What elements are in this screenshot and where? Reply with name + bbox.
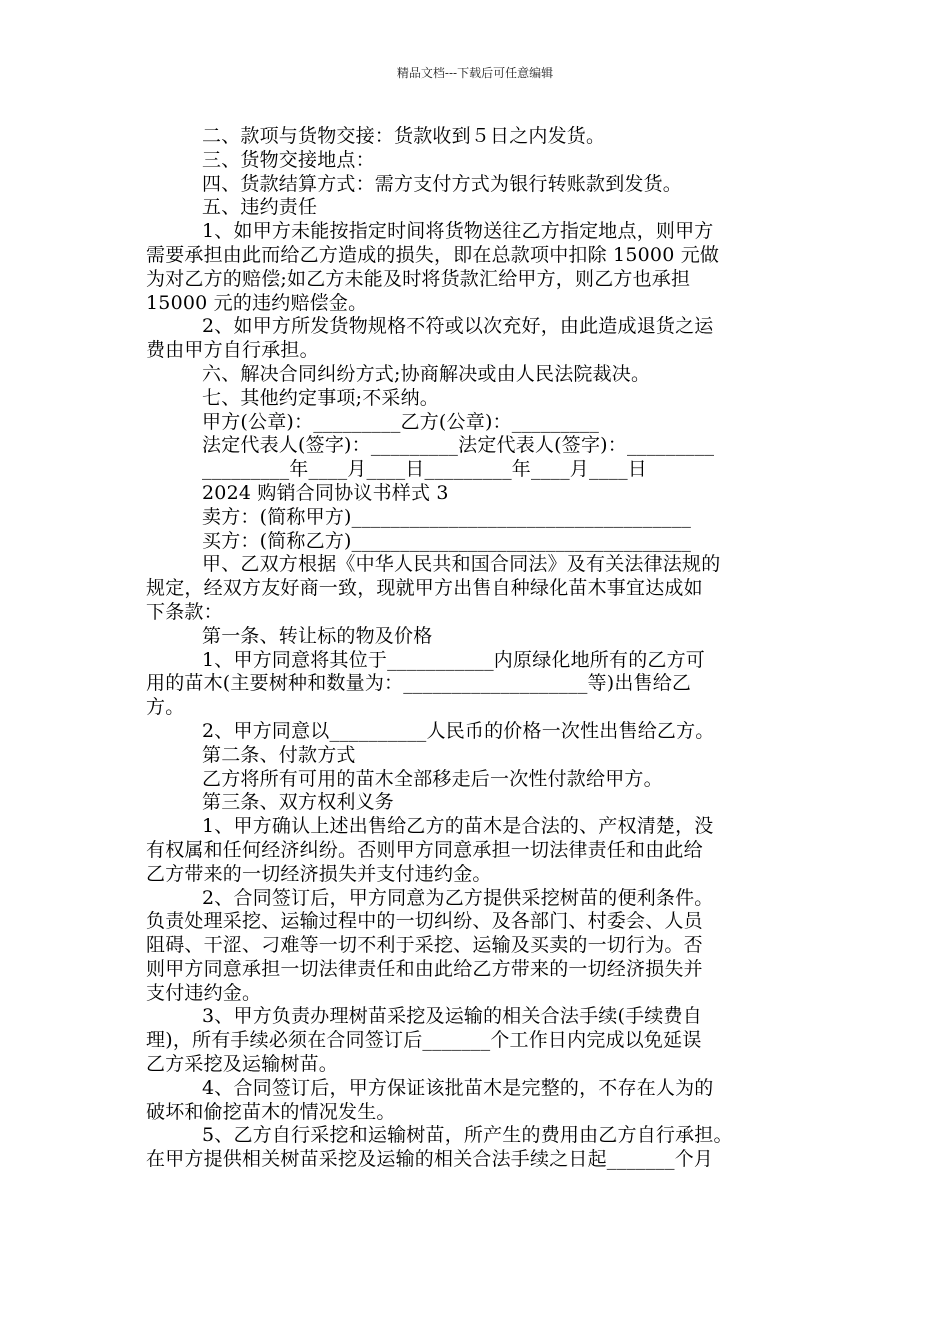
document-line: 1、如甲方未能按指定时间将货物送往乙方指定地点，则甲方 [202,220,714,243]
document-line: 第一条、转让标的物及价格 [202,624,433,647]
document-line: 乙方带来的一切经济损失并支付违约金。 [146,862,492,885]
document-line: 理)，所有手续必须在合同签订后_______个工作日内完成以免延误 [146,1029,702,1052]
document-line: 支付违约金。 [146,981,262,1004]
document-line: 有权属和任何经济纠纷。否则甲方同意承担一切法律责任和由此给 [146,838,703,861]
document-line: _________年____月____日_________年____月____日 [202,458,648,481]
document-line: 六、解决合同纠纷方式;协商解决或由人民法院裁决。 [202,362,651,385]
document-line: 四、货款结算方式：需方支付方式为银行转账款到发货。 [202,172,683,195]
document-line: 破坏和偷挖苗木的情况发生。 [146,1100,396,1123]
document-line: 需要承担由此而给乙方造成的损失，即在总款项中扣除 15000 元做 [146,243,720,266]
document-line: 2、甲方同意以__________人民币的价格一次性出售给乙方。 [202,719,715,742]
document-line: 3、甲方负责办理树苗采挖及运输的相关合法手续(手续费自 [202,1005,702,1028]
document-line: 甲、乙双方根据《中华人民共和国合同法》及有关法律法规的 [202,553,721,576]
document-line: 1、甲方确认上述出售给乙方的苗木是合法的、产权清楚，没 [202,815,714,838]
document-line: 则甲方同意承担一切法律责任和由此给乙方带来的一切经济损失并 [146,957,703,980]
document-line: 买方：(简称乙方)___________________________________ [202,529,692,552]
document-line: 五、违约责任 [202,196,318,219]
document-line: 乙方将所有可用的苗木全部移走后一次性付款给甲方。 [202,767,663,790]
document-line: 二、款项与货物交接：货款收到５日之内发货。 [202,125,606,147]
document-line: 规定，经双方友好商一致，现就甲方出售自种绿化苗木事宜达成如 [146,577,703,600]
document-line: 5、乙方自行采挖和运输树苗，所产生的费用由乙方自行承担。 [202,1124,733,1147]
document-line: 1、甲方同意将其位于___________内原绿化地所有的乙方可 [202,648,705,671]
document-line: 三、货物交接地点： [202,148,375,171]
document-line: 2、合同签订后，甲方同意为乙方提供采挖树苗的便利条件。 [202,886,714,909]
page-header: 精品文档---下载后可任意编辑 [396,66,554,80]
document-body [146,125,818,1172]
document-line: 第三条、双方权利义务 [202,791,395,814]
document-line: 费由甲方自行承担。 [146,339,319,362]
document-line: 方。 [146,696,185,719]
document-line: 15000 元的违约赔偿金。 [146,291,368,314]
document-line: 阻碍、干涩、刁难等一切不利于采挖、运输及买卖的一切行为。否 [146,934,703,957]
document-line: 甲方(公章)：_________乙方(公章)：_________ [202,410,600,433]
document-line: 负责处理采挖、运输过程中的一切纠纷、及各部门、村委会、人员 [146,910,703,933]
document-line: 下条款： [146,600,223,623]
document-line: 七、其他约定事项;不采纳。 [202,386,440,409]
document-line: 卖方：(简称甲方)___________________________________ [202,505,692,528]
document-line: 2024 购销合同协议书样式 3 [202,481,449,504]
document-line: 第二条、付款方式 [202,743,356,766]
document-line: 4、合同签订后，甲方保证该批苗木是完整的，不存在人为的 [202,1076,714,1099]
document-line: 乙方采挖及运输树苗。 [146,1053,339,1076]
document-line: 法定代表人(签字)：_________法定代表人(签字)：_________ [202,434,715,457]
document-line: 为对乙方的赔偿;如乙方未能及时将货款汇给甲方，则乙方也承担 [146,267,691,290]
document-line: 在甲方提供相关树苗采挖及运输的相关合法手续之日起_______个月 [146,1148,714,1171]
document-line: 2、如甲方所发货物规格不符或以次充好，由此造成退货之运 [202,315,714,338]
document-line: 用的苗木(主要树种和数量为：___________________等)出售给乙 [146,672,692,695]
